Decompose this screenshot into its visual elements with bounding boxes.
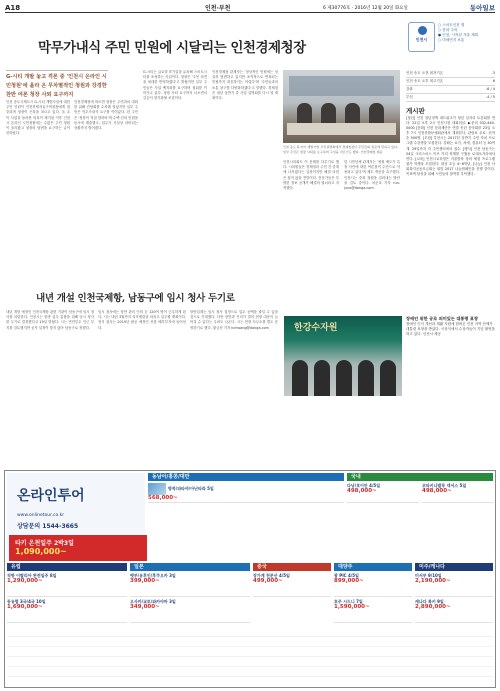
ad-deal: 호주 시드니 7일 1,590,000~ bbox=[334, 599, 412, 623]
city-logo: 인천시 bbox=[408, 22, 435, 52]
main-headline: 막무가내식 주민 민원에 시달리는 인천경제청장 bbox=[38, 40, 306, 56]
ad-brand-block bbox=[7, 473, 145, 561]
weather-table bbox=[406, 70, 495, 102]
ad-deal: 캐나다 록키 9일 2,890,000~ bbox=[415, 599, 493, 623]
logo-mark-icon bbox=[418, 26, 427, 35]
section-title: 인천·부천 bbox=[205, 5, 231, 12]
ad-band: 미주/캐나다 bbox=[415, 563, 493, 571]
article2-col3: 항만업계는 임시 청사 결정으로 업무 공백을 줄일 수 있을 것으로 기대했다. 다만 항만과 거리가 멀어 현장 대응이 늦어질 수 있다는 우려도 나온다. 시는 현장 사무소를 별도 운영하기로 했다. 황금천 기자 kchwang@donga.com bbox=[190, 310, 278, 330]
notice-board-title: 게시판 bbox=[406, 107, 425, 115]
ad-deal: 직항 이탈리아 완전일주 8일 1,290,000~ bbox=[7, 573, 127, 597]
ad-band: 일본 bbox=[130, 563, 250, 571]
ad-band: 유럽 bbox=[7, 563, 127, 571]
ad-deal: 다낭/호이안 4/5일 498,000~ bbox=[347, 483, 419, 503]
ad-deal: 장가계 천문산 4/5일 499,000~ bbox=[253, 573, 331, 597]
ad-band: 국내 bbox=[347, 473, 493, 481]
article2-headline: 내년 개설 인천국제항, 남동구에 임시 청사 두기로 bbox=[36, 293, 235, 304]
weather-line: ○ 스마트인천 앱 bbox=[438, 23, 465, 27]
award-caption: 장애인 위한 공로 의미있는 대통령 표창 장애인 인식 개선과 재활 지원에 힘써온 인천 지역 단체가 대통령 표창을 받았다. 시상식에서 수상자들이 기념 촬영을 하고 있다. 인천시 제공 bbox=[406, 316, 495, 336]
photo-caption: 인천 송도 G-시티 개발사업 주민설명회에서 경제청장이 주민들의 질문에 답하고 있다. 일부 주민은 청장 사퇴를 요구하며 고성을 지르기도 했다. 인천경제청 제공 bbox=[283, 145, 398, 154]
weather-box bbox=[438, 23, 495, 43]
ad-listing-grid bbox=[7, 627, 493, 685]
travel-advertisement bbox=[4, 470, 496, 688]
article1-col5: 인천시의회도 이 문제를 다루기로 했다. 시의원들은 경제청과 주민 간 중재에 나서겠다는 입장이지만 해법 마련은 쉽지 않을 전망이다. 전문가들은 투명한 정보 공개가 해결의 열쇠라고 지적했다. bbox=[283, 160, 339, 191]
issue-date: 6 제30776호 · 2016년 12월 20일 화요일 bbox=[323, 5, 408, 11]
article2-col1: 내년 개항 예정인 인천국제항 관련 기관이 남동구에 임시 청사를 마련한다. 인천시는 항만 업무 통합을 위해 임시 청사를 두기로 결정했다고 19일 밝혔다. 시는 연안부두 인근 부지를 검토했지만 공사 일정이 맞지 않아 남동구로 정했다. bbox=[6, 310, 94, 330]
weather-line: ○ 한파 주의 bbox=[438, 28, 458, 32]
ad-brand-name: 온라인투어 bbox=[17, 488, 85, 504]
article1-col1: 인천 송도국제도시 G-시티 개발사업에 대한 주민 민원이 인천경제자유구역청장에게 집중되며 청장이 곤혹을 치르고 있다. 올 초 이 사업을 둘러싼 의혹이 제기된 이후 인천시 온라인 시민청원에는 수많은 주민 청원이 올라왔고 청장의 답변을 요구하는 글이 잇따랐다. bbox=[6, 100, 70, 136]
ad-deal: 코타키나발루 넥서스 5일 498,000~ bbox=[422, 483, 494, 503]
page-header bbox=[5, 3, 495, 13]
ad-deal: 괌 PIC 4/5일 899,000~ bbox=[334, 573, 412, 597]
ad-deal: 오사카/교토/와카야마 3일 349,000~ bbox=[130, 599, 250, 623]
article2-col2: 임시 청사에는 항만 관리 인력 등 120여 명이 근무하게 된다. 시는 내년 3월까지 리모델링을 마치고 입주할 계획이다. 정식 청사는 2019년 완공 예정인 신항 배후부지에 들어선다. bbox=[98, 310, 186, 330]
article1-col4: 인천경제청 관계자는 '정상적인 민원에는 성실히 답변하고 있지만 조직적으로 반복되는 민원까지 대응하기는 어렵다'며 '주민들과의 소통 창구를 다양화하겠다'고 말했다. 경제청은 내년 상반기 중 사업 설명회를 다시 열 계획이다. bbox=[212, 70, 278, 101]
article1-col2: 인천경제청에 따르면 청장은 주민과의 대화를 위해 간담회를 수차례 열었지만 일부 주민은 막무가내식 요구를 이어갔다. 한 주민은 '청장이 직접 답하라'며 수백 건의 민원을 동시에 제출했고, 업무가 사실상 마비되는 상황까지 벌어졌다. bbox=[74, 100, 138, 131]
table-row: 인천 송도 오후 최고기온 6 bbox=[406, 78, 495, 86]
news-photo-award: 한강수자원 bbox=[284, 316, 402, 396]
ad-promo: 타키 온천일주 2박3일 1,090,000~ bbox=[9, 535, 147, 561]
ad-url: www.onlinetour.co.kr bbox=[17, 513, 65, 518]
ad-deal: 방콕/파타야/아난타라 5일 568,000~ bbox=[148, 483, 344, 503]
page-number: A18 bbox=[5, 3, 21, 12]
article1-col3: G-시티는 글로벌 IT기업을 유치해 스마트시티를 조성하는 사업이다. 청장은 '주민 의견을 최대한 반영하겠다'고 밝혔지만 일부 주민들은 사업 백지화를 요구하며 집회를 이어가고 있다. 청장 사퇴 요구까지 나오면서 갈등이 장기화될 조짐이다. bbox=[143, 70, 207, 101]
notice-board-text: [청년] 인천 청년정책 네트워크가 청년 일자리 토론회를 연다. 22일 오후 2시 인천시청 대회의실. ▶문의 032-440-0000 [문화] 인천 문화재단은 연말 송년 음악회를 23일 오후 7시 인천종합문예회관에서 개최한다. 관람료 무료. 선착순 500명. [모집] 부천시는 2017년 상반기 주민 자치 프로그램 수강생을 모집한다. 강좌는 요가, 서예, 컴퓨터 등 30여 개. 29일까지 각 주민센터에서 접수. [행사] 인천 남동구는 24일 크리스마스 이브 거리 축제를 구월동 로데오거리에서 연다. [교육] 인천시교육청은 겨울방학 창의 체험 프로그램 참가 학생을 모집한다. 대상 초등 4~6학년. [나눔] 인천 사회복지공동모금회는 희망 2017 나눔캠페인을 진행 중이다. 목표액 달성을 위해 시민들의 참여를 부탁했다. bbox=[406, 116, 495, 177]
ad-deal: 벳부/유후인/후쿠오카 3일 399,000~ bbox=[130, 573, 250, 597]
ad-band: 동남아/홍콩/대만 bbox=[148, 473, 344, 481]
article1-col6: 한 시민단체 관계자는 '청원 제도가 특정 사안에 대한 여론몰이 수단으로 악용되고 있다'며 제도 개선을 촉구했다. 인천시는 중복 청원을 걸러내는 방안을 검토 중이다. 차준호 기자 run-juno@donga.com bbox=[344, 160, 400, 191]
lead-text: G-시티 개발 놓고 격론 중 '인천시 온라인 시민청원'에 올라 온 무차별적인 청원과 강경한 찬반 여론 청장 사퇴 요구까지 bbox=[6, 70, 108, 100]
newspaper-brand: 동아일보 bbox=[469, 4, 495, 12]
table-row: 부천 -4 / 5 bbox=[406, 94, 495, 102]
ad-band: 대양주 bbox=[334, 563, 412, 571]
ad-phone: 상담문의 1544-3665 bbox=[17, 523, 79, 530]
table-row: 강화 -6 / 4 bbox=[406, 86, 495, 94]
ad-deal: 미서부 9/10일 2,190,000~ bbox=[415, 573, 493, 597]
table-row: 인천 송도 오전 최저기온 -3 bbox=[406, 70, 495, 78]
news-photo-meeting bbox=[283, 70, 400, 143]
weather-line: ○ 미세먼지 보통 bbox=[438, 38, 465, 42]
ad-deal: 동유럽 3국/4국 10일 1,690,000~ bbox=[7, 599, 127, 623]
ad-band: 중국 bbox=[253, 563, 331, 571]
weather-line: ● 인천, 시작된 겨울 계획 bbox=[438, 33, 479, 37]
